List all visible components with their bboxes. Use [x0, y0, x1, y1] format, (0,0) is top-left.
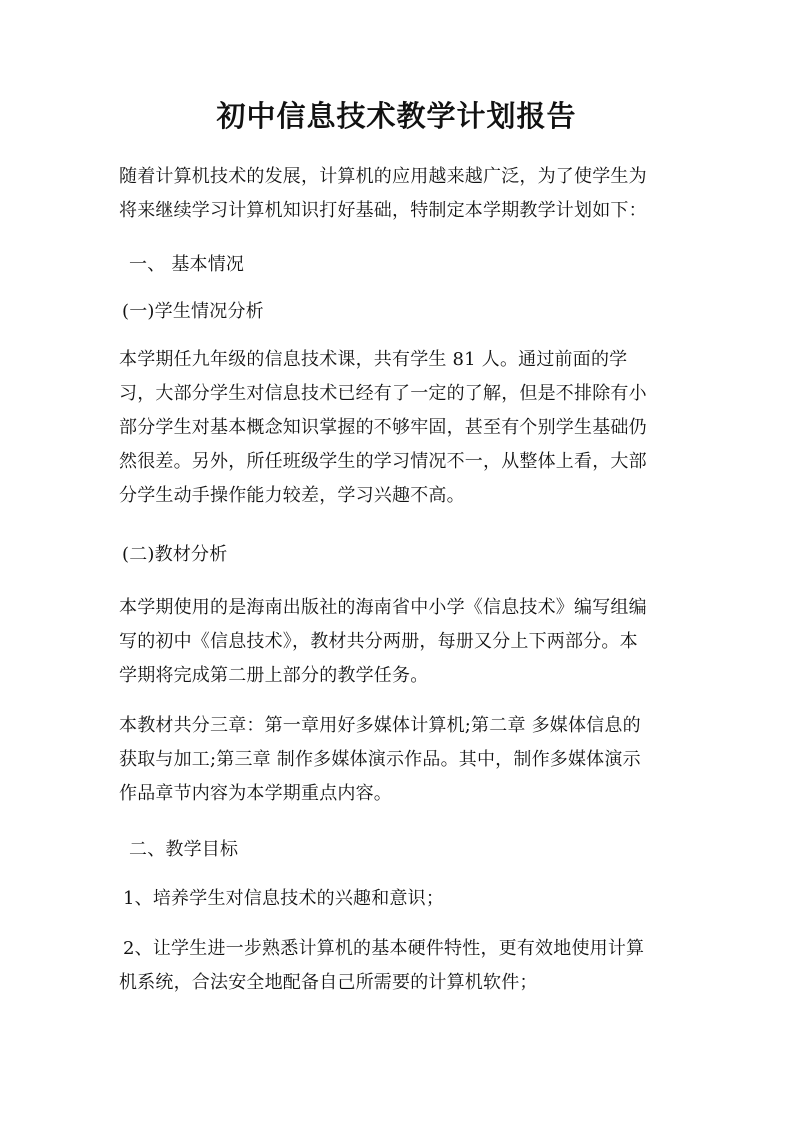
paragraph-line: 分学生动手操作能力较差，学习兴趣不高。	[119, 485, 465, 506]
paragraph-line: 本教材共分三章：第一章用好多媒体计算机;第二章 多媒体信息的	[119, 715, 641, 736]
intro-paragraph	[119, 160, 679, 228]
paragraph-line: 部分学生对基本概念知识掌握的不够牢固，甚至有个别学生基础仍	[119, 417, 647, 438]
chapters-paragraph	[119, 709, 679, 811]
subheading-line: (一)学生情况分析	[122, 301, 264, 322]
textbook-analysis-paragraph	[119, 591, 679, 693]
paragraph-line: 写的初中《信息技术》，教材共分两册，每册又分上下两部分。本	[119, 631, 638, 652]
subheading-textbook-analysis	[122, 538, 682, 572]
paragraph-line: 随着计算机技术的发展，计算机的应用越来越广泛，为了使学生为	[119, 166, 647, 187]
goal-item-2	[119, 932, 679, 1000]
paragraph-line: 然很差。另外，所任班级学生的学习情况不一，从整体上看，大部	[119, 451, 647, 472]
paragraph-line: 获取与加工;第三章 制作多媒体演示作品。其中，制作多媒体演示	[119, 749, 641, 770]
paragraph-line: 本学期使用的是海南出版社的海南省中小学《信息技术》编写组编	[119, 597, 647, 618]
document-title: 初中信息技术教学计划报告	[216, 99, 577, 133]
section-heading-teaching-goals	[129, 833, 689, 867]
heading-line: 二、教学目标	[129, 839, 239, 860]
paragraph-line: 习，大部分学生对信息技术已经有了一定的了解，但是不排除有小	[119, 383, 647, 404]
goal-item-1	[123, 882, 683, 916]
list-item-line: 2、让学生进一步熟悉计算机的基本硬件特性，更有效地使用计算	[123, 938, 645, 959]
list-item-line: 1、培养学生对信息技术的兴趣和意识；	[123, 888, 445, 909]
list-item-line: 机系统，合法安全地配备自己所需要的计算机软件；	[119, 972, 538, 993]
paragraph-line: 学期将完成第二册上部分的教学任务。	[119, 665, 429, 686]
subheading-line: (二)教材分析	[122, 544, 228, 565]
paragraph-line: 将来继续学习计算机知识打好基础，特制定本学期教学计划如下：	[119, 200, 647, 221]
paragraph-line: 作品章节内容为本学期重点内容。	[119, 783, 392, 804]
paragraph-line: 本学期任九年级的信息技术课，共有学生 81 人。通过前面的学	[119, 349, 628, 370]
subheading-student-analysis	[122, 295, 682, 329]
section-heading-basic-situation	[129, 248, 689, 282]
student-analysis-paragraph	[119, 343, 679, 513]
heading-line: 一、 基本情况	[129, 254, 245, 275]
